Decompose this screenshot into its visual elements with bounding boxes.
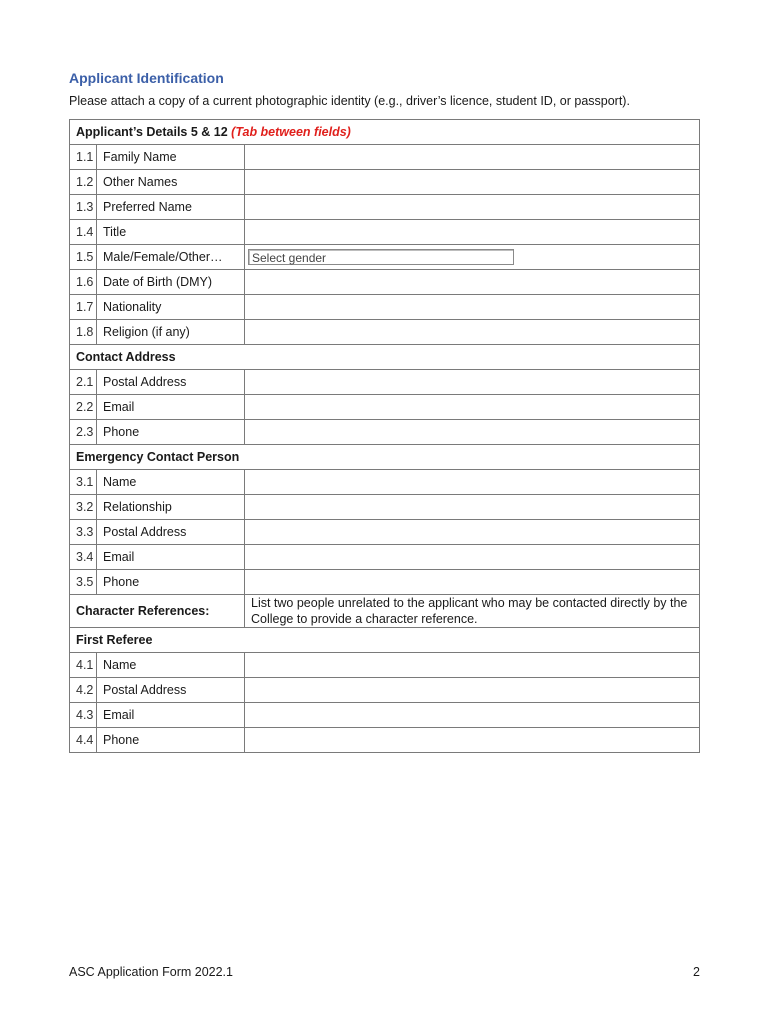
row-number: 3.3 (70, 520, 97, 545)
field-label: Postal Address (97, 370, 245, 395)
applicant-details-table (69, 119, 700, 753)
field-label: Other Names (97, 170, 245, 195)
field-label: Phone (97, 728, 245, 753)
emergency-name-field[interactable] (245, 470, 700, 495)
row-number: 1.2 (70, 170, 97, 195)
table-row (70, 728, 700, 753)
row-number: 1.6 (70, 270, 97, 295)
referee-name-field[interactable] (245, 653, 700, 678)
field-label: Title (97, 220, 245, 245)
postal-address-field[interactable] (245, 370, 700, 395)
tab-between-fields-note: (Tab between fields) (231, 125, 351, 139)
preferred-name-field[interactable] (245, 195, 700, 220)
email-field[interactable] (245, 395, 700, 420)
field-label: Email (97, 703, 245, 728)
emergency-contact-header: Emergency Contact Person (70, 445, 700, 470)
emergency-postal-address-field[interactable] (245, 520, 700, 545)
emergency-phone-field[interactable] (245, 570, 700, 595)
table-row (70, 570, 700, 595)
row-number: 1.3 (70, 195, 97, 220)
table-row (70, 145, 700, 170)
table-row (70, 245, 700, 270)
table-row (70, 470, 700, 495)
applicant-header-row (70, 120, 700, 145)
field-label: Email (97, 395, 245, 420)
table-row (70, 395, 700, 420)
gender-cell (245, 245, 700, 270)
field-label: Relationship (97, 495, 245, 520)
field-label: Name (97, 653, 245, 678)
character-references-text: List two people unrelated to the applicant who may be contacted directly by the College to provide a character reference. (245, 595, 700, 628)
religion-field[interactable] (245, 320, 700, 345)
table-row (70, 220, 700, 245)
row-number: 1.8 (70, 320, 97, 345)
row-number: 3.2 (70, 495, 97, 520)
referee-phone-field[interactable] (245, 728, 700, 753)
applicant-details-header: Applicant’s Details 5 & 12 (Tab between fields) (70, 120, 700, 145)
field-label: Phone (97, 570, 245, 595)
section-title: Applicant Identification (69, 70, 224, 86)
row-number: 4.1 (70, 653, 97, 678)
date-of-birth-field[interactable] (245, 270, 700, 295)
field-label: Postal Address (97, 678, 245, 703)
table-row (70, 320, 700, 345)
footer-form-name: ASC Application Form 2022.1 (69, 965, 233, 979)
row-number: 2.1 (70, 370, 97, 395)
table-row (70, 370, 700, 395)
character-references-label: Character References: (70, 595, 245, 628)
table-row (70, 420, 700, 445)
referee-postal-address-field[interactable] (245, 678, 700, 703)
row-number: 3.5 (70, 570, 97, 595)
field-label: Religion (if any) (97, 320, 245, 345)
row-number: 2.3 (70, 420, 97, 445)
title-field[interactable] (245, 220, 700, 245)
referee-header-row (70, 628, 700, 653)
row-number: 1.7 (70, 295, 97, 320)
field-label: Family Name (97, 145, 245, 170)
other-names-field[interactable] (245, 170, 700, 195)
referee-email-field[interactable] (245, 703, 700, 728)
emergency-header-row (70, 445, 700, 470)
table-row (70, 170, 700, 195)
field-label: Nationality (97, 295, 245, 320)
table-row (70, 295, 700, 320)
contact-address-header: Contact Address (70, 345, 700, 370)
table-row (70, 678, 700, 703)
row-number: 1.4 (70, 220, 97, 245)
row-number: 4.2 (70, 678, 97, 703)
row-number: 1.1 (70, 145, 97, 170)
contact-header-row (70, 345, 700, 370)
row-number: 4.4 (70, 728, 97, 753)
field-label: Postal Address (97, 520, 245, 545)
footer-page-number: 2 (693, 965, 700, 979)
nationality-field[interactable] (245, 295, 700, 320)
first-referee-header: First Referee (70, 628, 700, 653)
table-row (70, 545, 700, 570)
table-row (70, 703, 700, 728)
character-references-row (70, 595, 700, 628)
row-number: 2.2 (70, 395, 97, 420)
row-number: 4.3 (70, 703, 97, 728)
table-row (70, 270, 700, 295)
table-row (70, 195, 700, 220)
field-label: Date of Birth (DMY) (97, 270, 245, 295)
table-row (70, 653, 700, 678)
row-number: 1.5 (70, 245, 97, 270)
field-label: Email (97, 545, 245, 570)
emergency-relationship-field[interactable] (245, 495, 700, 520)
gender-select[interactable]: Select gender (248, 249, 514, 265)
table-row (70, 495, 700, 520)
table-row (70, 520, 700, 545)
row-number: 3.1 (70, 470, 97, 495)
family-name-field[interactable] (245, 145, 700, 170)
field-label: Name (97, 470, 245, 495)
field-label: Preferred Name (97, 195, 245, 220)
field-label: Male/Female/Other… (97, 245, 245, 270)
intro-text: Please attach a copy of a current photographic identity (e.g., driver’s licence, student ID, or passport). (69, 94, 630, 108)
phone-field[interactable] (245, 420, 700, 445)
field-label: Phone (97, 420, 245, 445)
row-number: 3.4 (70, 545, 97, 570)
emergency-email-field[interactable] (245, 545, 700, 570)
